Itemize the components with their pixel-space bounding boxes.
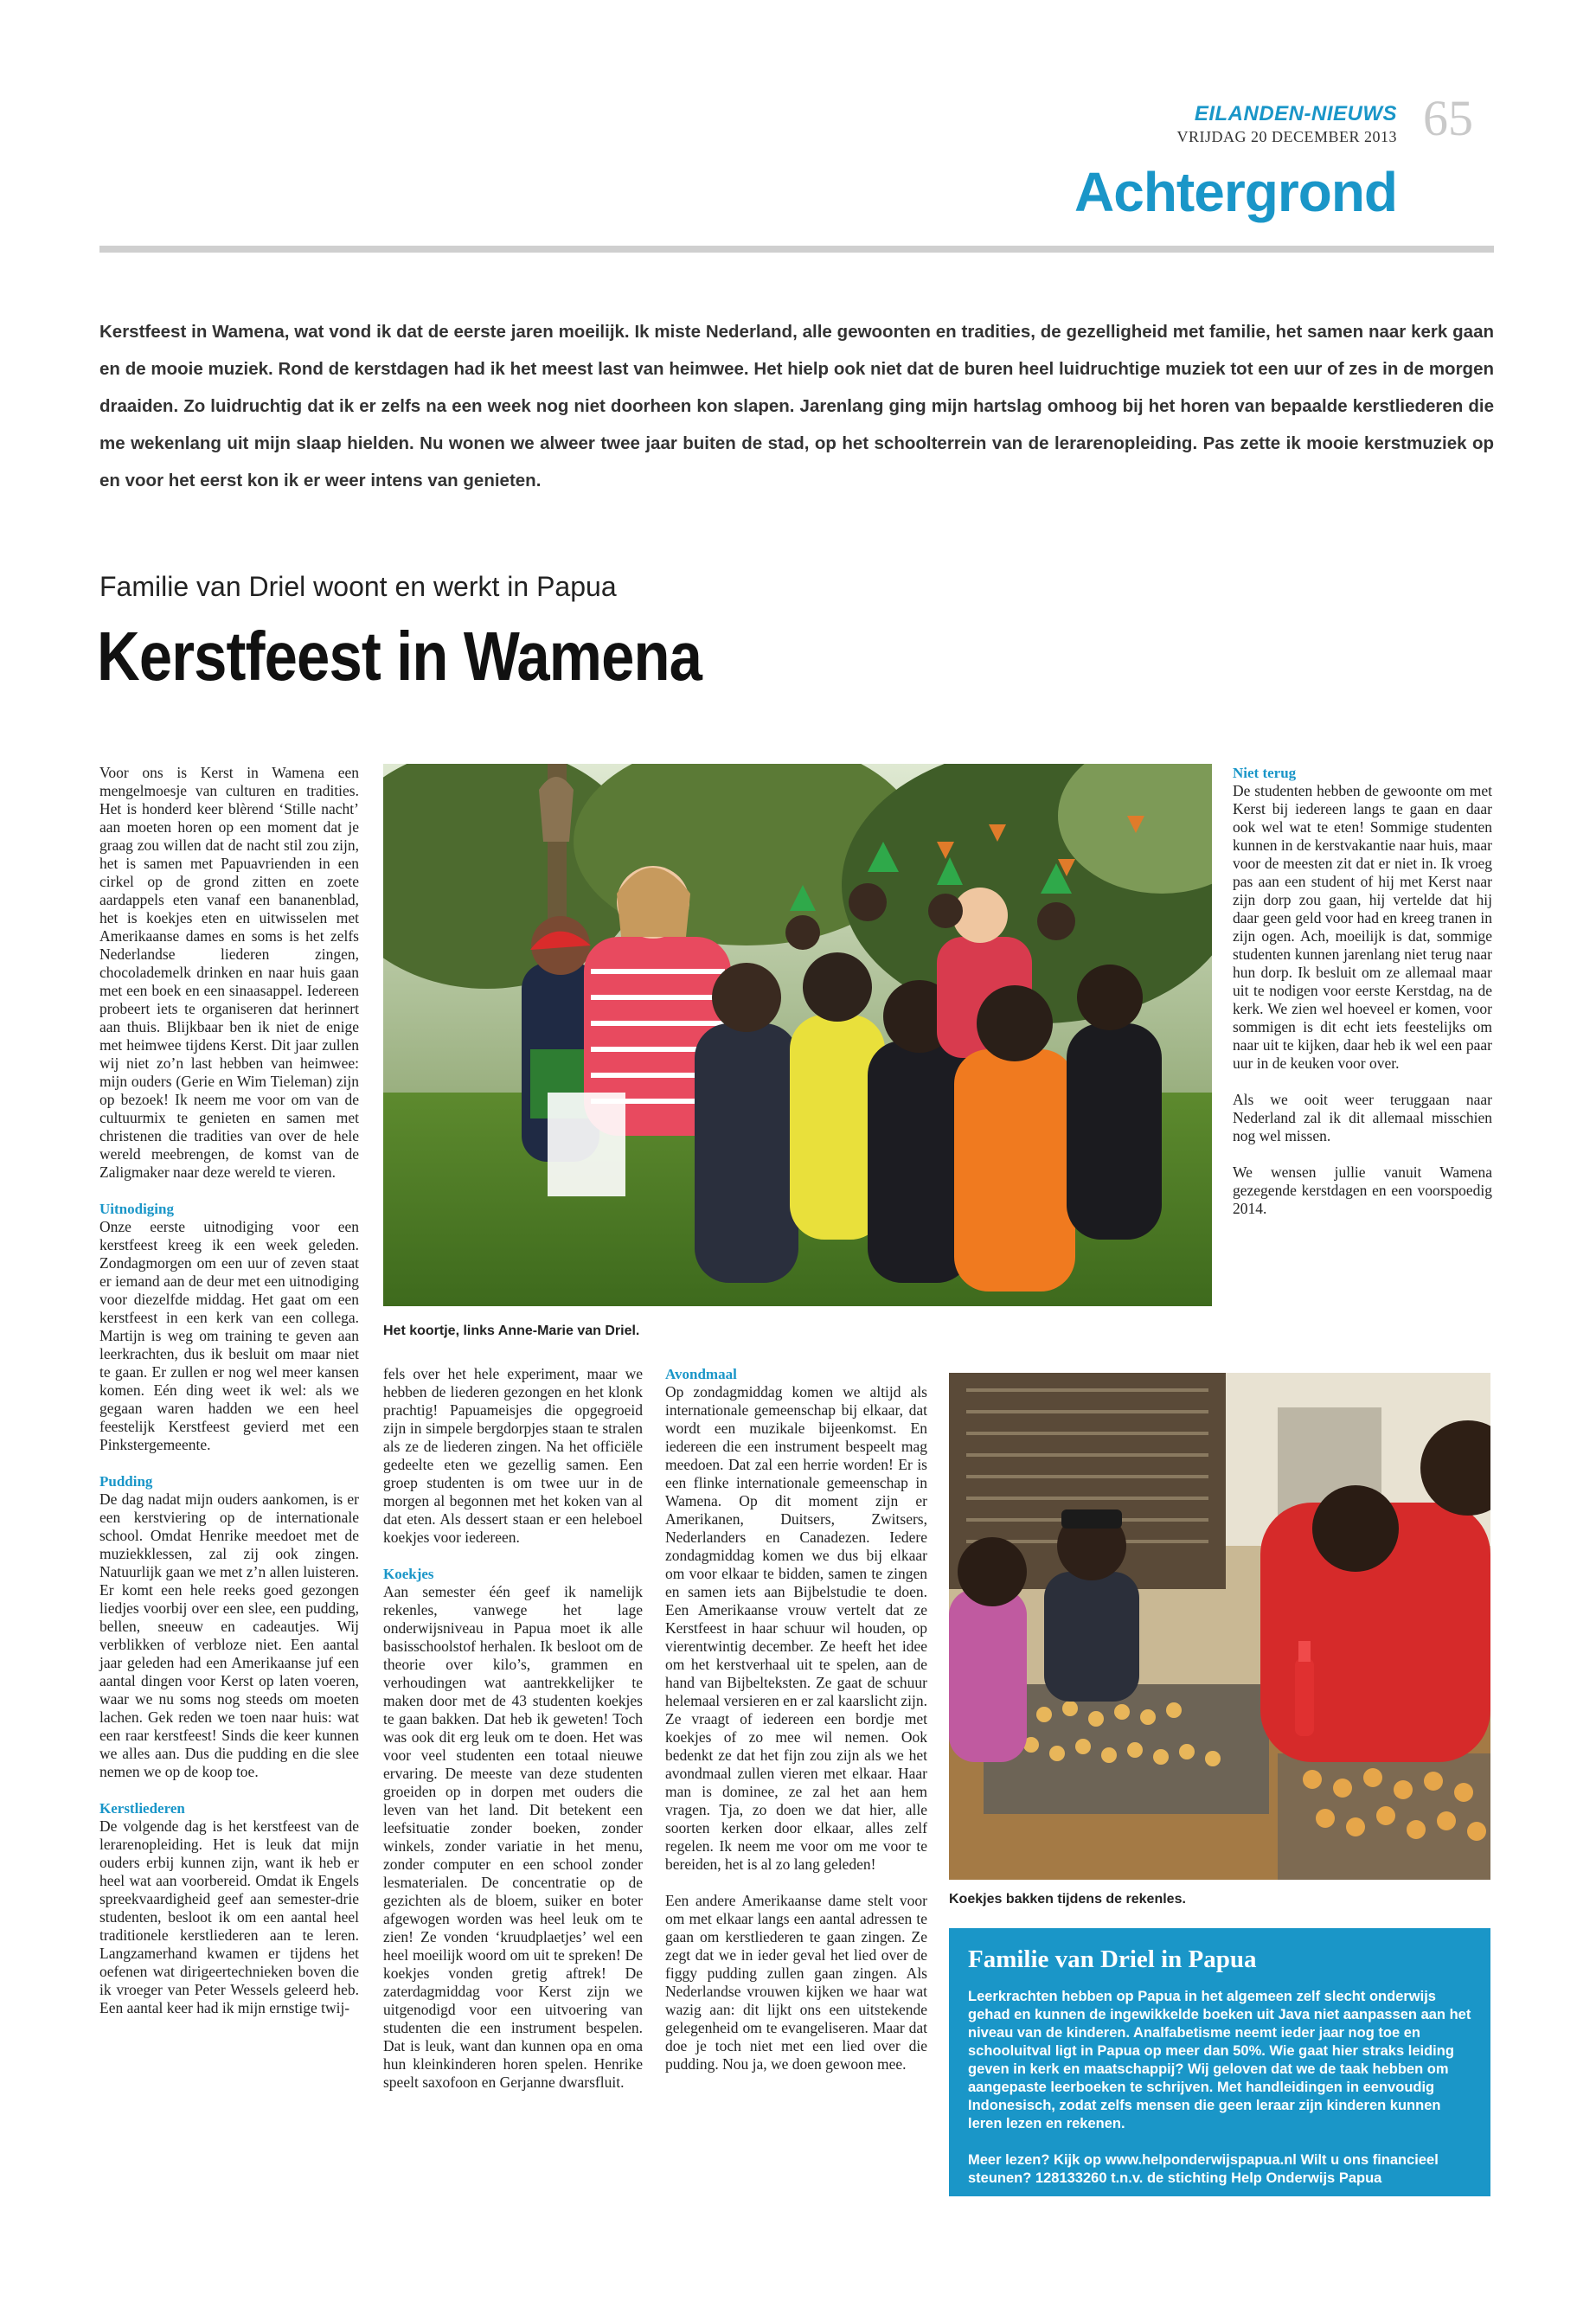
body-paragraph: Onze eerste uitnodiging voor een kerstfeest kreeg ik een week geleden. Zondagmorgen om een uur of zeven staat er iemand aan de deur met een uitnodiging voor diezelfde middag. Het gaat om een kerstfeest in een kerk van een collega. Martijn is weg om training te geven aan leerkrachten, dus ik besluit om maar niet te gaan. Er zullen er nog wel meer kansen komen. Eén ding weet ik wel: als we gegaan waren hadden we een heel feestelijk Kerstfeest gevierd met een Pinkstergemeente. — [99, 1218, 359, 1453]
info-box-more: Meer lezen? Kijk op www.helponderwijspapua.nl Wilt u ons financieel steunen? 128133260 t.n.v. de stichting Help Onderwijs Papua — [968, 2152, 1439, 2186]
subheading-niet-terug: Niet terug — [1233, 765, 1297, 781]
cookies-photo — [949, 1373, 1490, 1880]
column-2 — [383, 1365, 643, 2092]
body-paragraph: fels over het hele experiment, maar we hebben de liederen gezongen en het klonk prachtig! Papuameisjes die opgegroeid zijn in simpele bergdorpjes staan te stralen als ze de liederen zingen. Na het officiële gedeelte eten we gezellig samen. Een groep studenten is om twee uur in de morgen al begonnen met het koken van al dat eten. Als dessert staan er een heleboel koekjes voor iedereen. — [383, 1365, 643, 1546]
body-paragraph: De dag nadat mijn ouders aankomen, is er een kerstviering op de internationale school. Omdat Henrike meedoet met de muziekklessen, zal zij ook zingen. Natuurlijk gaan we met z’n allen luisteren. Er komt een hele reeks goed gezongen liedjes voorbij over een slee, een pudding, bellen, sneeuw en cadeautjes. Wij verblikken of verbloze niet. Een aantal jaar geleden had een Amerikaanse juf een aantal dingen voor Kerst op laten voeren, waar we nu soms nog steeds om moeten lachen. Gek reden we toen naar huis: wat een raar kerstfeest! Sinds die keer kunnen we alles aan. Dus die pudding en die slee nemen we op de koop toe. — [99, 1490, 359, 1780]
intro-text: Kerstfeest in Wamena, wat vond ik dat de eerste jaren moeilijk. Ik miste Nederland, alle gewoonten en tradities, de gezelligheid met familie, het samen naar kerk gaan en de mooie muziek. Rond de kerstdagen had ik het meest last van heimwee. Het hielp ook niet dat de buren heel luidruchtige muziek tot een uur of zes in de morgen draaiden. Zo luidruchtig dat ik er zelfs na een week nog niet doorheen kon slapen. Jarenlang ging mijn hartslag omhoog bij het horen van bepaalde kerstliederen die me wekenlang uit mijn slaap hielden. Nu wonen we alweer twee jaar buiten de stad, op het schoolterrein van de lerarenopleiding. Pas zette ik mooie kerstmuziek op en voor het eerst kon ik er weer intens van genieten. — [99, 322, 1494, 490]
body-paragraph: De studenten hebben de gewoonte om met Kerst bij iedereen langs te gaan en daar ook wel wat te eten! Sommige studenten kunnen in de kerstvakantie naar huis, maar voor de meesten zit dat er niet in. Ik vroeg pas aan een student of hij met Kerst naar zijn dorp zou gaan, hij vertelde dat hij daar geen geld voor had en kreeg tranen in zijn ogen. Ach, moeilijk is dat, sommige studenten kunnen jarenlang niet terug naar hun dorp. Ik besluit om ze allemaal maar uit te nodigen voor eerste Kerstdag, na de kerk. We zien wel hoeveel er komen, voor sommigen is dit echt iets feestelijks om naar uit te kijken, daar heb ik wel een paar uur in de keuken voor over. — [1233, 782, 1492, 1072]
info-box-title: Familie van Driel in Papua — [968, 1945, 1257, 1973]
body-paragraph: Een andere Amerikaanse dame stelt voor om met elkaar langs een aantal adressen te gaan om kerstliederen te gaan zingen. Ze zegt dat we in ieder geval het lied over de figgy pudding zullen gaan zingen. Als Nederlandse vrouwen kijken we haar wat wazig aan: dit lijkt ons een uitstekende gelegenheid om te evangeliseren. Maar dat doe je toch niet met een lied over die pudding. Nou ja, we doen gewoon mee. — [665, 1892, 927, 2073]
issue-date: VRIJDAG 20 DECEMBER 2013 — [1176, 128, 1397, 145]
body-paragraph: Aan semester één geef ik namelijk rekenles, vanwege het lage onderwijsniveau in Papua moet ik alle basisschoolstof herhalen. Ik besloot om de theorie over kilo’s, grammen en verhoudingen wat aantrekkelijker te maken door met de 43 studenten koekjes te gaan bakken. Dat heb ik geweten! Toch was ook dit erg leuk om te doen. Het was voor veel studenten een totaal nieuwe ervaring. De meeste van deze studenten groeiden op in dorpen met ouders die leven van het land. Dit betekent een leefsituatie zonder boeken, zonder winkels, zonder variatie in het menu, zonder computer en een school zonder lesmaterialen. De concentratie op de gezichten als de bloem, suiker en boter afgewogen worden was heel leuk om te zien! Ze vonden ‘kruudplaetjes’ wel een heel moeilijk woord om uit te spreken! De koekjes vonden gretig aftrek! De zaterdagmiddag voor Kerst zijn we uitgenodigd voor een uitvoering van studenten die een instrument bespelen. Dat is leuk, want dan kunnen opa en oma hun kleinkinderen horen spelen. Henrike speelt saxofoon en Gerjanne dwarsfluit. — [383, 1583, 643, 2091]
body-paragraph: De volgende dag is het kerstfeest van de lerarenopleiding. Het is leuk dat mijn ouders erbij kunnen zijn, want ik heb er heel wat aan voorbereid. Omdat ik Engels spreekvaardigheid geef aan semester-drie studenten, besloot ik om een aantal heel traditionele kerstliederen aan te leren. Langzamerhand kwamen er tijdens het oefenen wat dirigeertechnieken boven die ik vroeger van Peter Wessels geleerd heb. Een aantal keer had ik mijn ernstige twij- — [99, 1817, 359, 2016]
subheading-koekjes: Koekjes — [383, 1566, 434, 1582]
page-number: 65 — [1423, 90, 1473, 146]
column-4 — [1233, 764, 1492, 1218]
subheading-kerstliederen: Kerstliederen — [99, 1800, 185, 1817]
subheading-avondmaal: Avondmaal — [665, 1366, 737, 1382]
article-headline: Kerstfeest in Wamena — [97, 618, 702, 695]
header-rule — [99, 246, 1494, 253]
section-title: Achtergrond — [1074, 161, 1397, 223]
subheading-uitnodiging: Uitnodiging — [99, 1201, 174, 1217]
choir-photo-image — [383, 764, 1212, 1306]
subheading-pudding: Pudding — [99, 1473, 153, 1490]
body-paragraph: Op zondagmiddag komen we altijd als internationale gemeenschap bij elkaar, dat wordt een muzikale bijeenkomst. En iedereen die een instrument bespeelt mag meedoen. Dat zal een herrie worden! Er is een flinke internationale gemeenschap in Wamena. Op dit moment zijn er Amerikanen, Duitsers, Zwitsers, Nederlanders en Canadezen. Iedere zondagmiddag komen we dus bij elkaar om voor elkaar te bidden, samen te zingen en samen iets aan Bijbelstudie te doen. Een Amerikaanse vrouw vertelt dat ze Kerstfeest in haar schuur wil houden, op vierentwintig december. Ze heeft het idee om het kerstverhaal uit te spelen, aan de hand van Bijbelteksten. Ze gaat de schuur helemaal versieren en er zal kaarslicht zijn. Ze vraagt of iedereen een bordje met koekjes of zo mee wil nemen. Ook bedenkt ze dat het fijn zou zijn als we het avondmaal zullen vieren met elkaar. Haar man is dominee, ze zal het aan hem vragen. Tja, zo doen we dat hier, alle soorten kerken door elkaar, alles zelf regelen. Ik neem me voor om me voor te bereiden, het is al zo lang geleden! — [665, 1383, 927, 1873]
info-box — [949, 1928, 1490, 2196]
article-kicker: Familie van Driel woont en werkt in Papua — [99, 571, 617, 602]
column-3 — [665, 1365, 927, 2073]
body-paragraph: Voor ons is Kerst in Wamena een mengelmoesje van culturen en tradities. Het is honderd keer blèrend ‘Stille nacht’ aan moeten horen op een moment dat je graag zou willen dat de nacht stil zou zijn, het is samen met Papuavrienden in een cirkel op de grond zitten en zoete aardappels eten vanaf een bananenblad, het is koekjes eten en uitwisselen met Amerikaanse dames en soms is het zelfs Nederlandse liederen zingen, chocolademelk drinken en naar huis gaan met een boek en een sinaasappel. Iedereen probeert iets te organiseren dat herinnert aan thuis. Blijkbaar ben ik niet de enige met heimwee tijdens Kerst. Dit jaar zullen wij niet zo’n last hebben van heimwee: mijn ouders (Gerie en Wim Tieleman) zijn op bezoek! Ik neem me voor om van de cultuurmix te genieten en samen met christenen die tradities van over de hele wereld meebrengen, de komst van de Zaligmaker naar deze wereld te vieren. — [99, 764, 359, 1181]
choir-photo — [383, 764, 1212, 1306]
body-paragraph: We wensen jullie vanuit Wamena gezegende kerstdagen en een voorspoedig 2014. — [1233, 1163, 1492, 1217]
body-paragraph: Als we ooit weer teruggaan naar Nederland zal ik dit allemaal misschien nog wel missen. — [1233, 1091, 1492, 1144]
choir-photo-caption: Het koortje, links Anne-Marie van Driel. — [383, 1324, 640, 1338]
paper-name: EILANDEN-NIEUWS — [1194, 102, 1397, 125]
cookies-photo-image — [949, 1373, 1490, 1880]
column-1 — [99, 764, 359, 2017]
masthead — [1176, 102, 1397, 146]
cookies-photo-caption: Koekjes bakken tijdens de rekenles. — [949, 1892, 1186, 1907]
info-box-body: Leerkrachten hebben op Papua in het algemeen zelf slecht onderwijs gehad en kunnen de ingewikkelde boeken uit Java niet aanpassen aan het niveau van de kinderen. Analfabetisme neemt ieder jaar nog toe en schooluitval ligt in Papua op meer dan 50%. Wie gaat hier straks leiding geven in kerk en maatschappij? Wij geloven dat we de taak hebben om aangepaste leerboeken te schrijven. Met handleidingen in eenvoudig Indonesisch, zodat zelfs mensen die geen leraar zijn kinderen kunnen leren lezen en rekenen. — [968, 1989, 1471, 2131]
